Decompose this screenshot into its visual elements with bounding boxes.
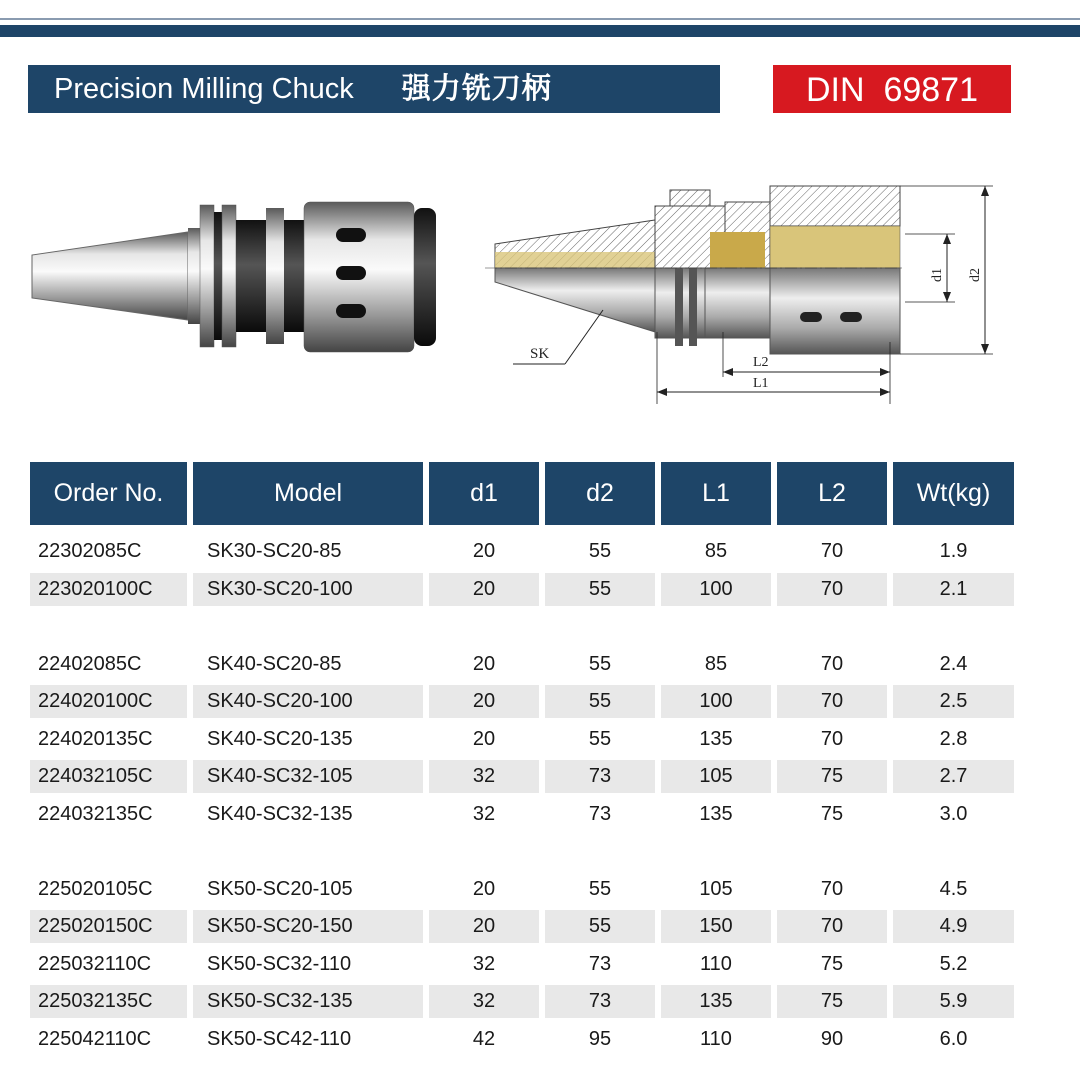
group-spacer xyxy=(30,608,1014,646)
cell-l1: 135 xyxy=(699,727,733,750)
cell-model: SK40-SC20-100 xyxy=(193,685,423,718)
cell-l1: 135 xyxy=(661,985,771,1018)
label-d2: d2 xyxy=(968,268,983,282)
product-photo xyxy=(30,180,440,360)
cell-l2: 75 xyxy=(820,802,844,825)
cell-d2: 95 xyxy=(588,1027,612,1050)
table-row xyxy=(30,646,1014,684)
title-banner xyxy=(28,65,720,113)
cell-l2: 70 xyxy=(820,540,844,563)
table-row xyxy=(30,908,1014,946)
cell-weight: 1.9 xyxy=(939,540,968,563)
cell-order-no: 224020135C xyxy=(38,727,153,750)
cell-order-no: 224032135C xyxy=(38,802,153,825)
cell-d1: 32 xyxy=(472,802,496,825)
column-header-d1: d1 xyxy=(429,462,539,525)
spec-table xyxy=(30,462,1014,1058)
cell-d1: 32 xyxy=(429,985,539,1018)
cell-l1: 110 xyxy=(700,1027,732,1050)
cell-d1: 20 xyxy=(429,573,539,606)
table-row xyxy=(30,571,1014,609)
group-spacer xyxy=(30,833,1014,871)
cell-d1: 20 xyxy=(472,540,496,563)
cell-model: SK50-SC20-150 xyxy=(193,910,423,943)
column-header-l1: L1 xyxy=(661,462,771,525)
cell-order-no: 225042110C xyxy=(38,1027,152,1050)
table-row xyxy=(30,1021,1014,1059)
cell-l1: 150 xyxy=(661,910,771,943)
cell-order-no: 223020100C xyxy=(30,573,187,606)
cell-model: SK50-SC32-110 xyxy=(207,952,352,975)
cell-l2: 70 xyxy=(777,910,887,943)
cell-weight: 2.4 xyxy=(939,652,968,675)
cell-d2: 73 xyxy=(588,802,612,825)
cell-order-no: 225032135C xyxy=(30,985,187,1018)
table-header xyxy=(30,462,1014,525)
table-body xyxy=(30,533,1014,1058)
standard-badge: DIN 69871 xyxy=(773,65,1011,113)
cell-weight: 4.9 xyxy=(893,910,1014,943)
cell-d2: 73 xyxy=(545,985,655,1018)
table-row xyxy=(30,758,1014,796)
cell-model: SK50-SC42-110 xyxy=(207,1027,352,1050)
cell-model: SK50-SC20-105 xyxy=(207,877,353,900)
table-row xyxy=(30,721,1014,759)
technical-drawing xyxy=(485,182,1005,407)
cell-d2: 73 xyxy=(545,760,655,793)
cell-model: SK50-SC32-135 xyxy=(193,985,423,1018)
table-row xyxy=(30,946,1014,984)
cell-l2: 70 xyxy=(777,685,887,718)
cell-l2: 70 xyxy=(820,652,844,675)
cell-order-no: 225020105C xyxy=(38,877,153,900)
table-row xyxy=(30,683,1014,721)
cell-order-no: 22302085C xyxy=(38,540,142,563)
cell-d1: 20 xyxy=(472,652,496,675)
cell-model: SK30-SC20-85 xyxy=(207,540,342,563)
page-title: Precision Milling Chuck xyxy=(54,73,354,105)
cell-l1: 110 xyxy=(700,952,732,975)
cell-d2: 55 xyxy=(588,877,612,900)
label-d1: d1 xyxy=(930,268,945,282)
label-l2: L2 xyxy=(753,355,769,370)
cell-l1: 100 xyxy=(661,573,771,606)
column-header-d2: d2 xyxy=(545,462,655,525)
label-l1: L1 xyxy=(753,376,769,391)
cell-l2: 75 xyxy=(820,952,844,975)
cell-d2: 55 xyxy=(545,685,655,718)
cell-weight: 6.0 xyxy=(939,1027,968,1050)
cell-l2: 70 xyxy=(777,573,887,606)
cell-l1: 105 xyxy=(661,760,771,793)
cell-weight: 5.9 xyxy=(893,985,1014,1018)
cell-d2: 55 xyxy=(588,652,612,675)
label-sk: SK xyxy=(530,346,550,362)
top-divider-line xyxy=(0,18,1080,20)
cell-order-no: 225020150C xyxy=(30,910,187,943)
cell-weight: 2.7 xyxy=(893,760,1014,793)
cell-d2: 73 xyxy=(588,952,612,975)
column-header-model: Model xyxy=(193,462,423,525)
cell-d2: 55 xyxy=(588,727,612,750)
cell-d1: 32 xyxy=(429,760,539,793)
cell-model: SK40-SC32-135 xyxy=(207,802,353,825)
cell-l1: 100 xyxy=(661,685,771,718)
cell-l1: 85 xyxy=(704,652,728,675)
cell-model: SK40-SC20-135 xyxy=(207,727,353,750)
cell-d2: 55 xyxy=(545,910,655,943)
cell-order-no: 224020100C xyxy=(30,685,187,718)
column-header-l2: L2 xyxy=(777,462,887,525)
cell-d1: 20 xyxy=(472,727,496,750)
cell-model: SK40-SC32-105 xyxy=(193,760,423,793)
table-row xyxy=(30,796,1014,834)
cell-d1: 32 xyxy=(472,952,496,975)
cell-l2: 75 xyxy=(777,985,887,1018)
cell-l1: 85 xyxy=(704,540,728,563)
cell-l1: 105 xyxy=(699,877,733,900)
cell-l2: 70 xyxy=(820,727,844,750)
cell-d1: 20 xyxy=(472,877,496,900)
cell-weight: 5.2 xyxy=(939,952,968,975)
column-header-order-no: Order No. xyxy=(30,462,187,525)
cell-l1: 135 xyxy=(699,802,733,825)
cell-l2: 75 xyxy=(777,760,887,793)
cell-order-no: 225032110C xyxy=(38,952,152,975)
top-accent-bar xyxy=(0,25,1080,37)
page-title-chinese: 强力铣刀柄 xyxy=(401,73,552,105)
cell-weight: 4.5 xyxy=(939,877,968,900)
column-header-weight: Wt(kg) xyxy=(893,462,1014,525)
cell-weight: 2.1 xyxy=(893,573,1014,606)
cell-weight: 2.5 xyxy=(893,685,1014,718)
cell-l2: 70 xyxy=(820,877,844,900)
cell-d1: 20 xyxy=(429,910,539,943)
cell-weight: 3.0 xyxy=(939,802,968,825)
cell-order-no: 224032105C xyxy=(30,760,187,793)
table-row xyxy=(30,983,1014,1021)
cell-d1: 20 xyxy=(429,685,539,718)
cell-d1: 42 xyxy=(472,1027,496,1050)
cell-l2: 90 xyxy=(820,1027,844,1050)
cell-d2: 55 xyxy=(588,540,612,563)
table-row xyxy=(30,533,1014,571)
table-row xyxy=(30,871,1014,909)
cell-d2: 55 xyxy=(545,573,655,606)
cell-order-no: 22402085C xyxy=(38,652,142,675)
cell-model: SK40-SC20-85 xyxy=(207,652,342,675)
cell-model: SK30-SC20-100 xyxy=(193,573,423,606)
cell-weight: 2.8 xyxy=(939,727,968,750)
